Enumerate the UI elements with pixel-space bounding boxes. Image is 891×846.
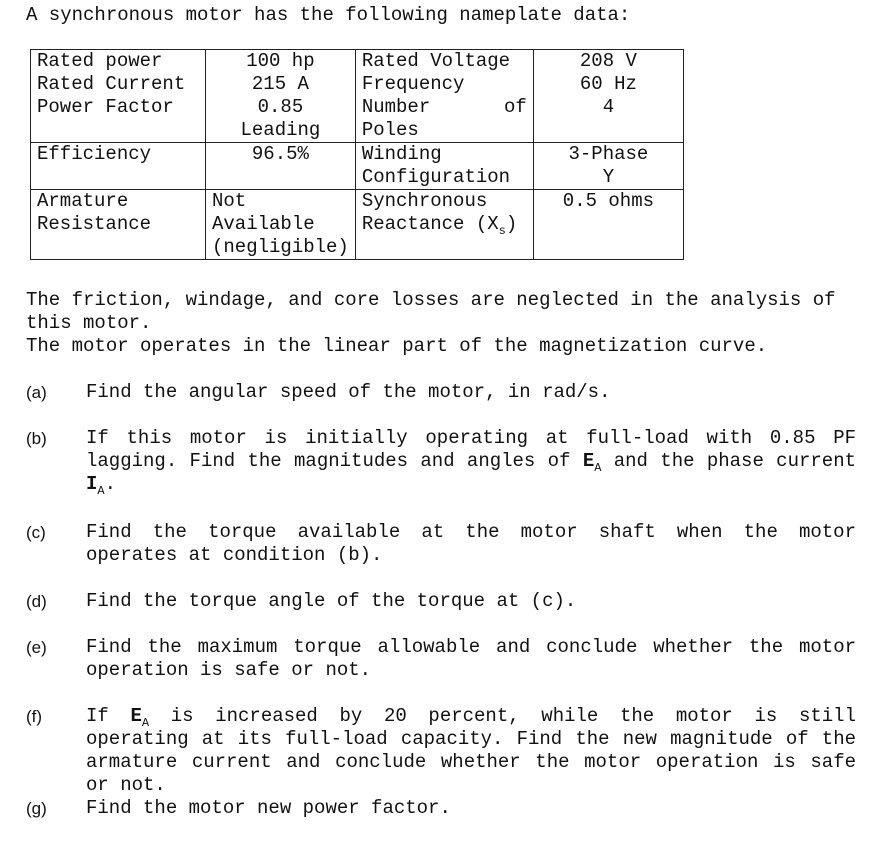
notes	[26, 289, 856, 358]
cell-text: 0.5 ohms	[562, 190, 655, 212]
subscript: A	[97, 483, 105, 498]
cell-text: Not	[212, 190, 247, 212]
cell-text: Synchronous	[361, 190, 488, 212]
cell-text: 60 Hz	[579, 73, 637, 95]
efficiency-label	[31, 143, 206, 190]
text-run: If	[86, 705, 131, 727]
cell-text: of	[504, 96, 527, 118]
rated-voltage-value	[533, 50, 683, 143]
cell-text: Reactance (X	[361, 213, 499, 235]
cell-text: Winding	[361, 143, 442, 165]
question-a	[26, 381, 856, 404]
symbol-ea: E	[582, 450, 595, 472]
text-run: If this motor is initially operating at full-load with 0.85 PF lagging. Find the magnitudes and angles of	[86, 427, 856, 472]
note-losses: The friction, windage, and core losses are neglected in the analysis of this motor.	[26, 289, 836, 334]
question-text: Find the angular speed of the motor, in rad/s.	[86, 381, 611, 403]
cell-text: Poles	[361, 119, 419, 141]
question-e	[26, 636, 856, 682]
armature-value	[206, 190, 356, 260]
cell-text: Number	[361, 96, 431, 118]
cell-text: Frequency	[361, 73, 465, 95]
efficiency-value	[206, 143, 356, 190]
subscript: A	[594, 460, 602, 475]
question-c	[26, 521, 856, 567]
cell-text: )	[505, 213, 518, 235]
cell-text: Rated Current	[37, 73, 186, 95]
question-text	[86, 427, 856, 496]
question-text: Find the motor new power factor.	[86, 797, 451, 819]
note-linear: The motor operates in the linear part of the magnetization curve.	[26, 335, 768, 357]
question-label: (c)	[26, 523, 46, 542]
symbol-ea: E	[130, 705, 142, 727]
winding-value	[533, 143, 683, 190]
question-text: Find the maximum torque allowable and conclude whether the motor operation is safe or not.	[86, 636, 856, 681]
intro-text: A synchronous motor has the following nameplate data:	[26, 4, 631, 26]
cell-text: Rated power	[37, 50, 163, 72]
table-row	[31, 190, 684, 260]
question-label: (g)	[26, 799, 47, 818]
cell-text: Resistance	[37, 213, 152, 235]
question-label: (e)	[26, 638, 47, 657]
question-b	[26, 427, 856, 496]
cell-text: 215 A	[251, 73, 309, 95]
question-label: (d)	[26, 592, 47, 611]
cell-text: 208 V	[579, 50, 637, 72]
question-text: Find the torque available at the motor shaft when the motor operates at condition (b).	[86, 521, 856, 566]
text-run: .	[104, 473, 117, 495]
text-run: and the phase current	[601, 450, 856, 472]
reactance-value	[533, 190, 683, 260]
cell-text: 4	[602, 96, 615, 118]
table-row	[31, 50, 684, 143]
winding-label	[355, 143, 533, 190]
question-text: Find the torque angle of the torque at (c).	[86, 590, 577, 612]
question-label: (b)	[26, 429, 47, 448]
subscript: A	[141, 715, 150, 730]
question-d	[26, 590, 856, 613]
question-g	[26, 797, 856, 820]
cell-text: Efficiency	[37, 143, 152, 165]
armature-label	[31, 190, 206, 260]
rated-voltage-label	[355, 50, 533, 143]
table-row	[31, 143, 684, 190]
nameplate-table	[30, 49, 684, 260]
reactance-label-line	[362, 213, 527, 236]
cell-text: Configuration	[361, 166, 511, 188]
cell-text: 100 hp	[246, 50, 315, 72]
cell-text: 3-Phase	[568, 143, 649, 165]
cell-text: Rated Voltage	[361, 50, 511, 72]
cell-text: (negligible)	[212, 236, 349, 258]
cell-text: Y	[602, 166, 615, 188]
cell-text: Available	[212, 213, 315, 235]
rated-power-value	[206, 50, 356, 143]
question-text	[86, 705, 856, 797]
reactance-label	[355, 190, 533, 260]
cell-text: 0.85	[257, 96, 304, 118]
subscript: s	[498, 223, 506, 238]
cell-text: Leading	[240, 119, 321, 141]
symbol-ia: I	[86, 473, 98, 495]
poles-label-row	[362, 96, 527, 119]
cell-text: Power Factor	[37, 96, 174, 118]
rated-power-label	[31, 50, 206, 143]
question-label: (f)	[26, 707, 43, 726]
text-run: is increased by 20 percent, while the motor is still operating at its full-load capacity. Find the new magnitude of the armature current and conclude whether the motor operation is safe or not.	[86, 705, 856, 796]
cell-text: Armature	[37, 190, 129, 212]
question-label: (a)	[26, 383, 47, 402]
cell-text: 96.5%	[251, 143, 309, 165]
question-f	[26, 705, 856, 797]
